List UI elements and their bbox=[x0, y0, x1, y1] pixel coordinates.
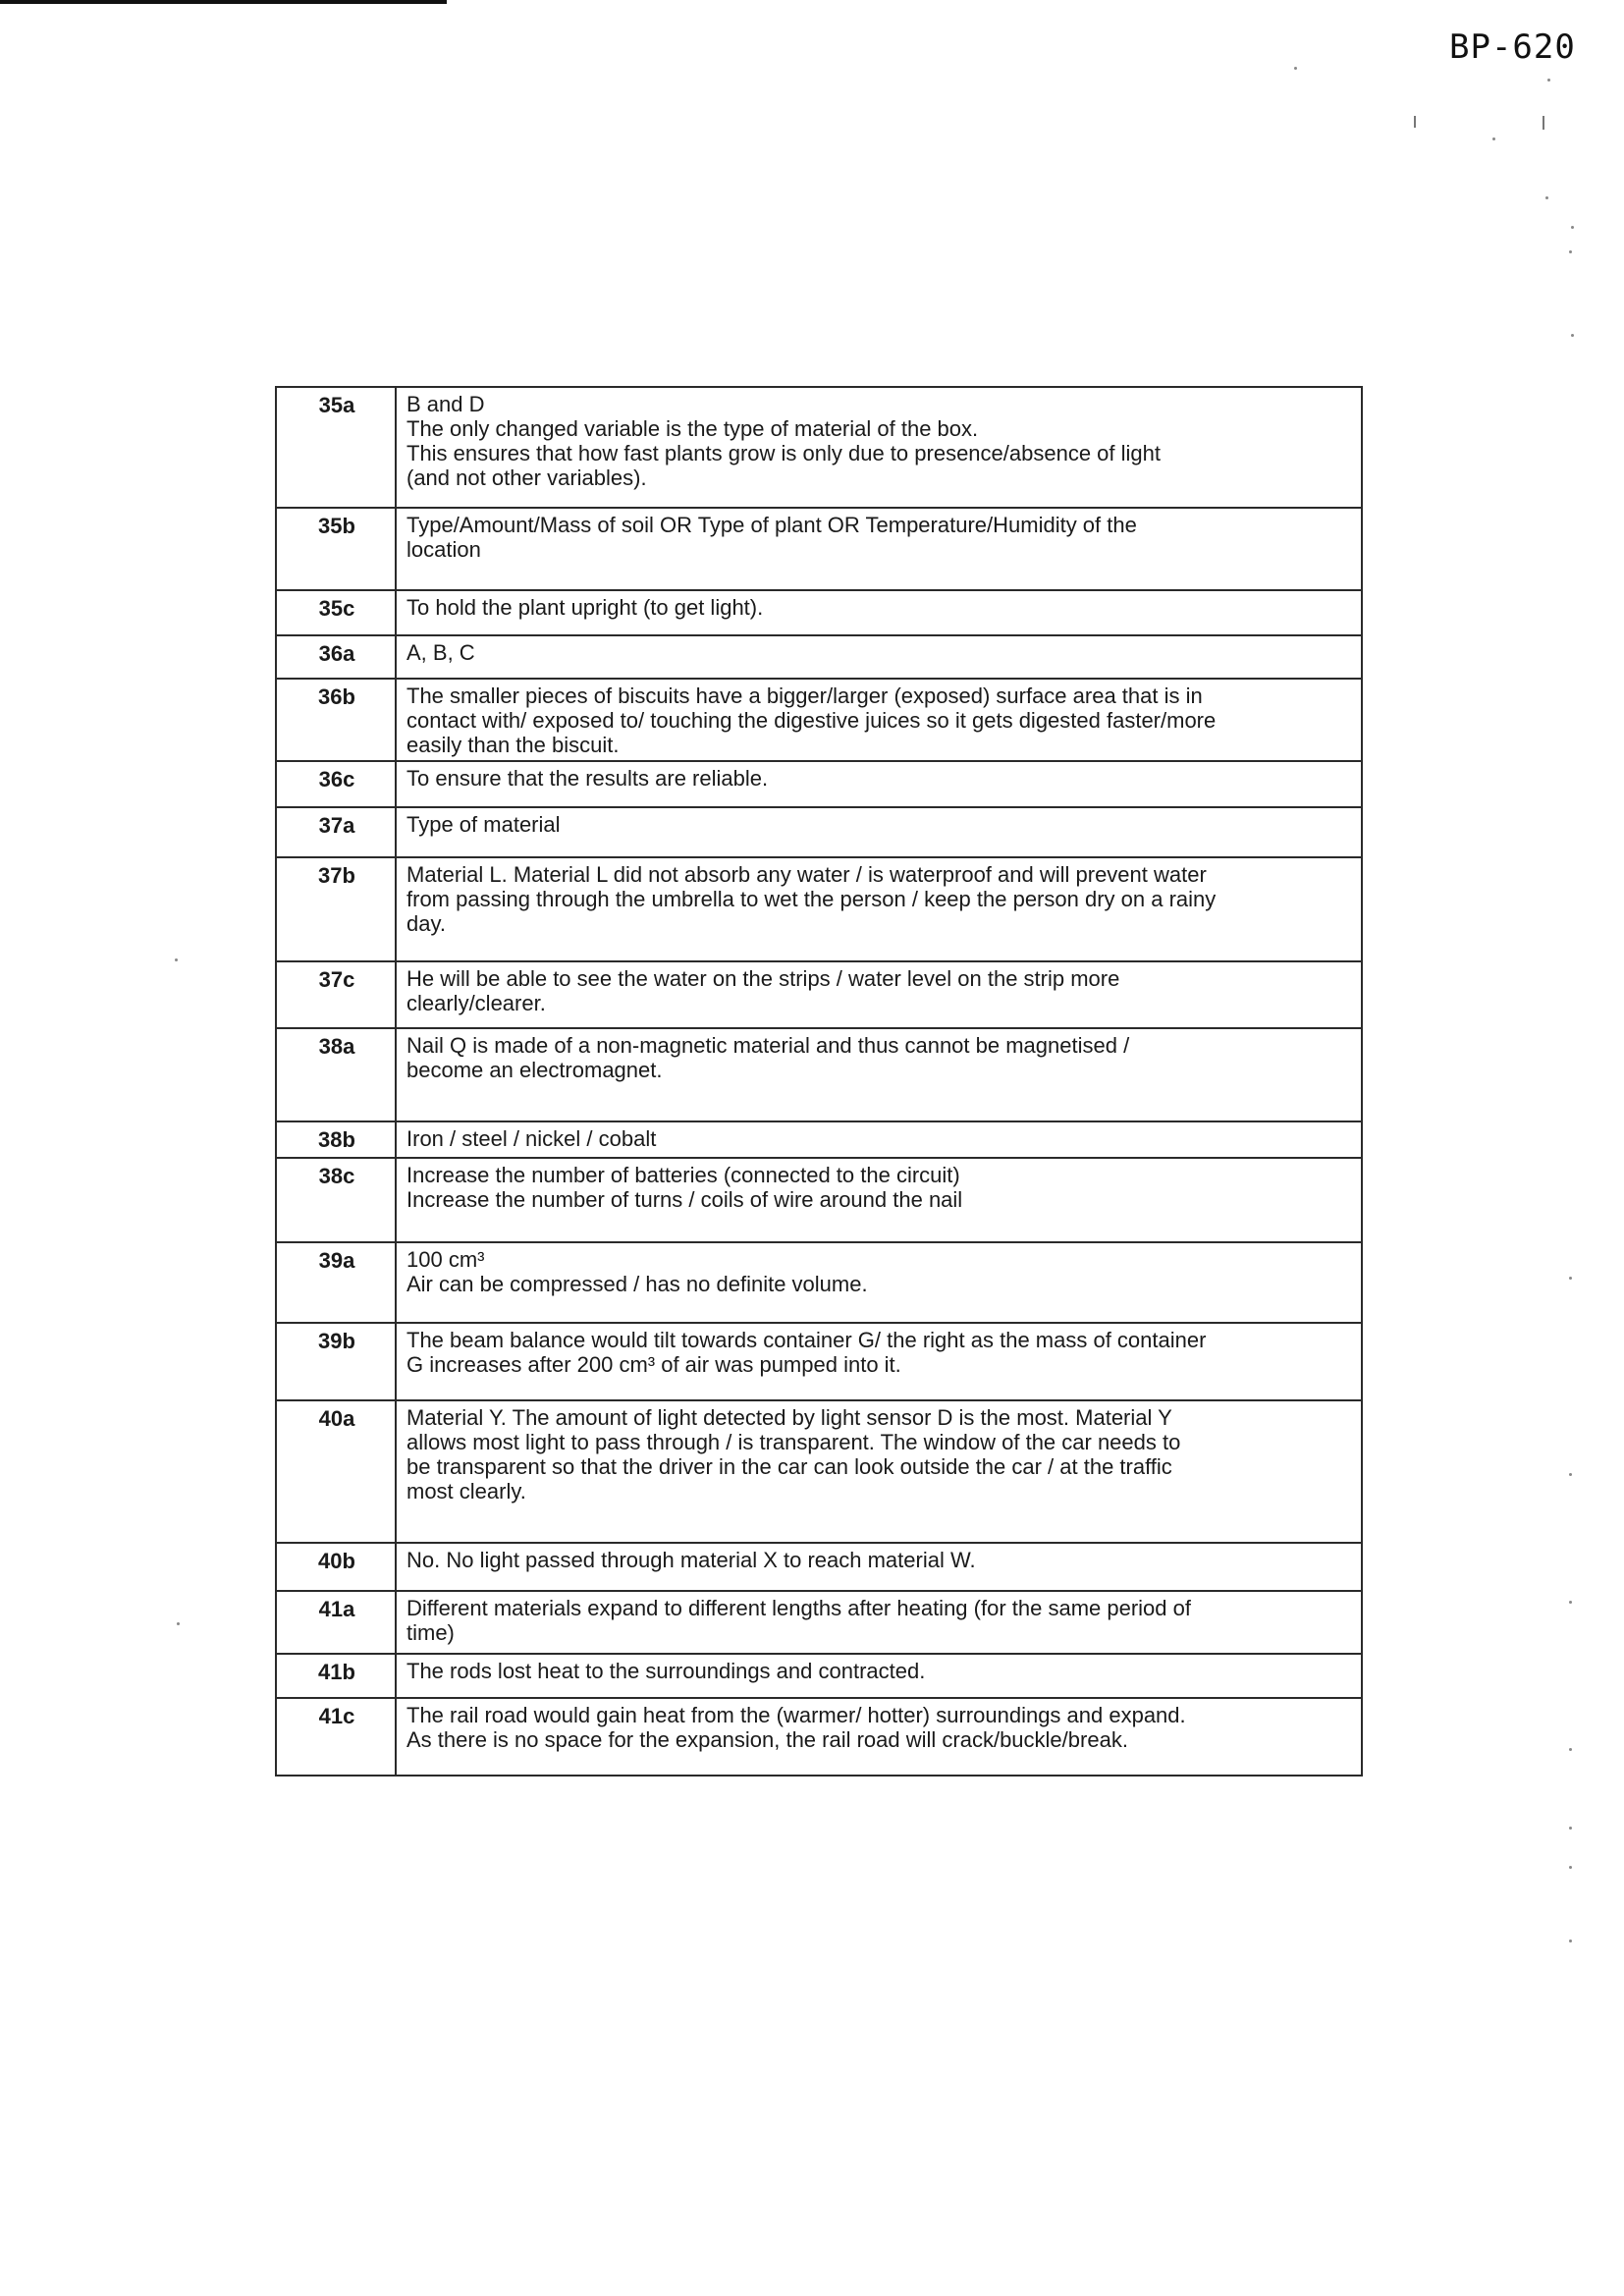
scan-dot bbox=[1571, 334, 1574, 337]
scan-dot bbox=[1569, 1866, 1572, 1869]
answer-row bbox=[276, 508, 1362, 590]
answer-line: 100 cm³ bbox=[406, 1247, 485, 1272]
answer-line: Type/Amount/Mass of soil OR Type of plant OR Temperature/Humidity of the bbox=[406, 513, 1137, 537]
answer-line: The smaller pieces of biscuits have a bigger/larger (exposed) surface area that is in bbox=[406, 683, 1203, 708]
scan-dot bbox=[1545, 196, 1548, 199]
answer-row bbox=[276, 807, 1362, 857]
answer-row bbox=[276, 1242, 1362, 1323]
question-number: 36a bbox=[276, 635, 396, 679]
answer-line: The rods lost heat to the surroundings and contracted. bbox=[406, 1659, 926, 1683]
answer-line: be transparent so that the driver in the car can look outside the car / at the traffic bbox=[406, 1454, 1172, 1479]
answer-line: allows most light to pass through / is transparent. The window of the car needs to bbox=[406, 1430, 1181, 1454]
answer-line: G increases after 200 cm³ of air was pumped into it. bbox=[406, 1352, 901, 1377]
answer-text-cell bbox=[396, 1591, 1362, 1654]
answer-line: The beam balance would tilt towards container G/ the right as the mass of container bbox=[406, 1328, 1207, 1352]
answer-row bbox=[276, 1591, 1362, 1654]
answer-text-cell bbox=[396, 679, 1362, 761]
answer-line: He will be able to see the water on the strips / water level on the strip more bbox=[406, 966, 1120, 991]
question-number: 40b bbox=[276, 1543, 396, 1591]
answer-line: No. No light passed through material X to reach material W. bbox=[406, 1548, 976, 1572]
answer-text-cell bbox=[396, 961, 1362, 1028]
scan-dot bbox=[1569, 1601, 1572, 1604]
answer-line: easily than the biscuit. bbox=[406, 733, 620, 757]
answer-text-cell bbox=[396, 1654, 1362, 1698]
answer-row bbox=[276, 1543, 1362, 1591]
answer-row bbox=[276, 1400, 1362, 1543]
question-number: 35b bbox=[276, 508, 396, 590]
question-number: 36b bbox=[276, 679, 396, 761]
answer-row bbox=[276, 1654, 1362, 1698]
answer-text-cell bbox=[396, 508, 1362, 590]
question-number: 37b bbox=[276, 857, 396, 961]
answer-row bbox=[276, 1028, 1362, 1121]
answer-line: Nail Q is made of a non-magnetic material and thus cannot be magnetised / bbox=[406, 1033, 1130, 1058]
question-number: 41c bbox=[276, 1698, 396, 1776]
answer-text-cell bbox=[396, 590, 1362, 635]
question-number: 35c bbox=[276, 590, 396, 635]
answer-text-cell bbox=[396, 1543, 1362, 1591]
question-number: 39a bbox=[276, 1242, 396, 1323]
answer-row bbox=[276, 635, 1362, 679]
scan-speck bbox=[1414, 116, 1416, 128]
answer-line: Material L. Material L did not absorb any water / is waterproof and will prevent water bbox=[406, 862, 1207, 887]
answer-row bbox=[276, 387, 1362, 508]
answer-line: time) bbox=[406, 1620, 455, 1645]
question-number: 40a bbox=[276, 1400, 396, 1543]
answer-line: A, B, C bbox=[406, 640, 475, 665]
answer-row bbox=[276, 857, 1362, 961]
answer-line: The only changed variable is the type of material of the box. bbox=[406, 416, 979, 441]
answer-line: Iron / steel / nickel / cobalt bbox=[406, 1126, 657, 1151]
answer-line: B and D bbox=[406, 392, 485, 416]
scan-speck bbox=[1543, 116, 1544, 130]
answer-line: (and not other variables). bbox=[406, 465, 647, 490]
scan-dot bbox=[1569, 250, 1572, 253]
answer-line: To hold the plant upright (to get light). bbox=[406, 595, 764, 620]
answer-line: Increase the number of turns / coils of wire around the nail bbox=[406, 1187, 963, 1212]
scan-dot bbox=[1569, 1940, 1572, 1942]
question-number: 37a bbox=[276, 807, 396, 857]
question-number: 39b bbox=[276, 1323, 396, 1400]
answer-text-cell bbox=[396, 1698, 1362, 1776]
answer-line: The rail road would gain heat from the (warmer/ hotter) surroundings and expand. bbox=[406, 1703, 1186, 1727]
answer-row bbox=[276, 1121, 1362, 1158]
answer-line: most clearly. bbox=[406, 1479, 526, 1503]
answer-row bbox=[276, 679, 1362, 761]
page-code: BP-620 bbox=[1449, 27, 1576, 67]
answer-line: day. bbox=[406, 911, 446, 936]
answer-text-cell bbox=[396, 857, 1362, 961]
answer-line: As there is no space for the expansion, the rail road will crack/buckle/break. bbox=[406, 1727, 1128, 1752]
answer-row bbox=[276, 961, 1362, 1028]
scan-dot bbox=[1569, 1748, 1572, 1751]
answer-key-table bbox=[275, 386, 1363, 1777]
answer-line: This ensures that how fast plants grow is only due to presence/absence of light bbox=[406, 441, 1161, 465]
answer-line: To ensure that the results are reliable. bbox=[406, 766, 769, 791]
question-number: 36c bbox=[276, 761, 396, 807]
scan-dot bbox=[175, 958, 178, 961]
question-number: 35a bbox=[276, 387, 396, 508]
answer-line: location bbox=[406, 537, 481, 562]
answer-row bbox=[276, 761, 1362, 807]
answer-line: Different materials expand to different lengths after heating (for the same period of bbox=[406, 1596, 1191, 1620]
scan-dot bbox=[1492, 137, 1495, 140]
answer-line: Material Y. The amount of light detected by light sensor D is the most. Material Y bbox=[406, 1405, 1172, 1430]
answer-text-cell bbox=[396, 761, 1362, 807]
question-number: 41b bbox=[276, 1654, 396, 1698]
question-number: 37c bbox=[276, 961, 396, 1028]
answer-line: Air can be compressed / has no definite volume. bbox=[406, 1272, 868, 1296]
question-number: 41a bbox=[276, 1591, 396, 1654]
answer-text-cell bbox=[396, 1242, 1362, 1323]
answer-line: Type of material bbox=[406, 812, 561, 837]
answer-row bbox=[276, 1158, 1362, 1242]
scan-dot bbox=[1547, 79, 1550, 82]
answer-text-cell bbox=[396, 387, 1362, 508]
answer-line: Increase the number of batteries (connected to the circuit) bbox=[406, 1163, 960, 1187]
scan-dot bbox=[1569, 1473, 1572, 1476]
answer-text-cell bbox=[396, 807, 1362, 857]
answer-rows bbox=[276, 387, 1362, 1776]
scan-dot bbox=[177, 1622, 180, 1625]
answer-row bbox=[276, 590, 1362, 635]
answer-text-cell bbox=[396, 1400, 1362, 1543]
scan-dot bbox=[1569, 1277, 1572, 1280]
answer-line: clearly/clearer. bbox=[406, 991, 546, 1015]
question-number: 38b bbox=[276, 1121, 396, 1158]
answer-text-cell bbox=[396, 635, 1362, 679]
answer-text-cell bbox=[396, 1158, 1362, 1242]
question-number: 38a bbox=[276, 1028, 396, 1121]
answer-line: from passing through the umbrella to wet the person / keep the person dry on a rainy bbox=[406, 887, 1217, 911]
answer-text-cell bbox=[396, 1028, 1362, 1121]
answer-text-cell bbox=[396, 1121, 1362, 1158]
question-number: 38c bbox=[276, 1158, 396, 1242]
answer-row bbox=[276, 1323, 1362, 1400]
scan-dot bbox=[1571, 226, 1574, 229]
scan-dot bbox=[1569, 1827, 1572, 1830]
top-edge-rule bbox=[0, 0, 447, 4]
scan-dot bbox=[1294, 67, 1297, 70]
answer-row bbox=[276, 1698, 1362, 1776]
answer-text-cell bbox=[396, 1323, 1362, 1400]
answer-line: contact with/ exposed to/ touching the digestive juices so it gets digested faster/more bbox=[406, 708, 1217, 733]
answer-line: become an electromagnet. bbox=[406, 1058, 663, 1082]
